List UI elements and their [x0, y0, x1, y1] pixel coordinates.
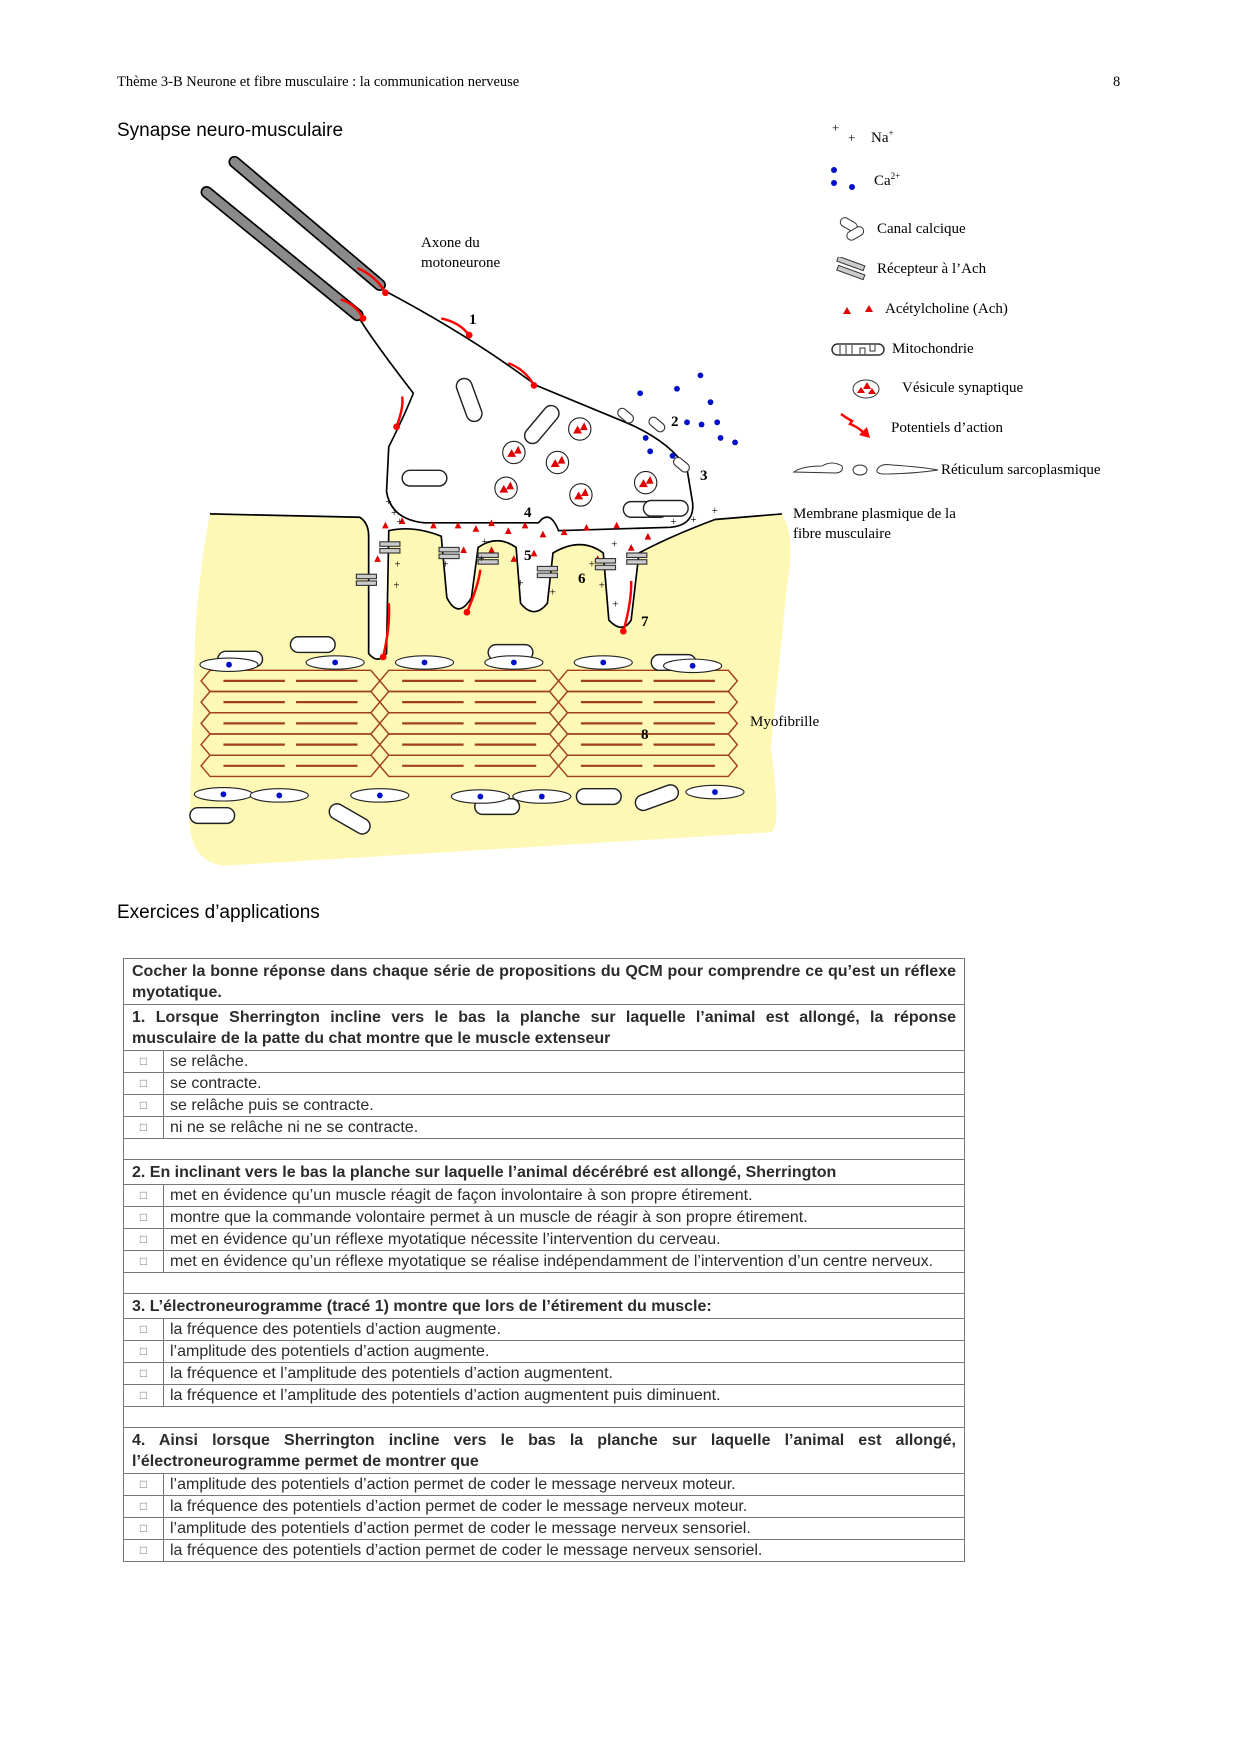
legend-canal: Canal calcique [877, 221, 966, 237]
calcium-ion [539, 794, 545, 800]
answer-checkbox[interactable]: □ [124, 1229, 164, 1251]
synaptic-vesicle-icon [852, 378, 882, 400]
ach-receptor [356, 574, 376, 578]
running-header: Thème 3-B Neurone et fibre musculaire : la communication nerveuse [117, 74, 520, 90]
acetylcholine [531, 550, 538, 557]
answer-option-text: ni ne se relâche ni ne se contracte. [164, 1117, 965, 1139]
calcium-ion [221, 791, 227, 797]
marker-2: 2 [671, 414, 679, 430]
calcium-ion [477, 794, 483, 800]
question-1: 1. Lorsque Sherrington incline vers le bas la planche sur laquelle l’animal est allongé, la réponse musculaire de la patte du chat montre que le muscle extenseur [124, 1005, 965, 1051]
answer-checkbox[interactable]: □ [124, 1251, 164, 1273]
answer-option-row [124, 1095, 965, 1117]
label-membrane-line2: fibre musculaire [793, 526, 891, 542]
synaptic-vesicle [569, 418, 591, 440]
mitochondria [576, 789, 621, 805]
sodium-ion: + [481, 536, 488, 549]
calcium-ion [712, 789, 718, 795]
question-2: 2. En inclinant vers le bas la planche sur laquelle l’animal décérébré est allongé, Sherrington [124, 1160, 965, 1185]
calcium-ion [511, 660, 517, 666]
mitochondria [190, 808, 235, 824]
answer-option-row [124, 1540, 965, 1562]
sodium-ion: + [478, 552, 485, 565]
qcm-table [123, 958, 965, 1562]
marker-4: 4 [524, 505, 532, 521]
answer-option-text: l’amplitude des potentiels d’action permet de coder le message nerveux sensoriel. [164, 1518, 965, 1540]
answer-option-text: la fréquence et l’amplitude des potentiels d’action augmentent. [164, 1363, 965, 1385]
calcium-ion [226, 662, 232, 668]
sodium-ion: + [598, 579, 606, 592]
answer-option-text: met en évidence qu’un réflexe myotatique nécessite l’intervention du cerveau. [164, 1229, 965, 1251]
action-potential-arrowhead [380, 654, 387, 661]
sodium-ion: + [390, 507, 398, 520]
answer-option-row [124, 1051, 965, 1073]
sodium-ion: + [611, 538, 618, 551]
spacer-row [124, 1407, 965, 1428]
answer-option-text: se relâche. [164, 1051, 965, 1073]
action-potential-icon [838, 411, 878, 441]
answer-checkbox[interactable]: □ [124, 1185, 164, 1207]
acetylcholine [628, 544, 635, 551]
sodium-ion: + [612, 598, 619, 611]
answer-checkbox[interactable]: □ [124, 1051, 164, 1073]
ach-receptor [537, 566, 557, 570]
legend-mito: Mitochondrie [892, 341, 974, 357]
answer-option-row [124, 1207, 965, 1229]
answer-option-text: la fréquence des potentiels d’action permet de coder le message nerveux moteur. [164, 1496, 965, 1518]
ach-receptor [356, 581, 376, 585]
legend-ach: Acétylcholine (Ach) [885, 301, 1008, 317]
answer-option-text: se contracte. [164, 1073, 965, 1095]
ach-receptor [595, 565, 615, 569]
calcium-ion [647, 448, 653, 454]
calcium-ion [718, 435, 724, 441]
answer-option-text: l’amplitude des potentiels d’action permet de coder le message nerveux moteur. [164, 1474, 965, 1496]
marker-8: 8 [641, 727, 649, 743]
acetylcholine [540, 531, 547, 538]
answer-option-row [124, 1474, 965, 1496]
answer-checkbox[interactable]: □ [124, 1073, 164, 1095]
synaptic-vesicle [546, 451, 568, 473]
calcium-ion [600, 660, 606, 666]
answer-option-row [124, 1496, 965, 1518]
ach-receptor [595, 559, 615, 563]
ach-receptor [439, 547, 459, 551]
calcium-channel [647, 415, 666, 433]
sodium-ion: + [588, 558, 596, 571]
answer-checkbox[interactable]: □ [124, 1385, 164, 1407]
calcium-ion [377, 793, 383, 799]
answer-option-row [124, 1319, 965, 1341]
sodium-ion: + [517, 577, 524, 590]
answer-checkbox[interactable]: □ [124, 1095, 164, 1117]
mitochondria [290, 637, 335, 653]
page-number: 8 [1113, 74, 1121, 90]
action-potential-arrowhead [620, 628, 627, 635]
calcium-ion [674, 386, 680, 392]
answer-option-row [124, 1385, 965, 1407]
answer-option-row [124, 1341, 965, 1363]
section-title-exercices: Exercices d’applications [117, 902, 320, 923]
sodium-ion: + [711, 504, 718, 517]
sarcoplasmic-reticulum-icon [792, 458, 940, 478]
acetylcholine-icon [840, 302, 880, 318]
answer-option-text: la fréquence et l’amplitude des potentiels d’action augmentent puis diminuent. [164, 1385, 965, 1407]
section-title-synapse: Synapse neuro-musculaire [117, 120, 344, 141]
calcium-ion [276, 793, 282, 799]
ach-receptor [537, 573, 557, 577]
sodium-ion: + [670, 516, 677, 529]
ach-receptor [380, 542, 400, 546]
answer-checkbox[interactable]: □ [124, 1117, 164, 1139]
sodium-ion: + [690, 513, 697, 526]
answer-checkbox[interactable]: □ [124, 1319, 164, 1341]
action-potential-arrowhead [393, 423, 400, 430]
spacer-row [124, 1139, 965, 1160]
answer-option-text: montre que la commande volontaire permet à un muscle de réagir à son propre étirement. [164, 1207, 965, 1229]
mitochondria [643, 500, 688, 516]
answer-option-text: la fréquence des potentiels d’action augmente. [164, 1319, 965, 1341]
marker-1: 1 [469, 312, 477, 328]
answer-option-row [124, 1251, 965, 1273]
synaptic-vesicle [635, 471, 657, 493]
legend-na: Na+ [871, 128, 894, 146]
answer-option-row [124, 1363, 965, 1385]
answer-checkbox[interactable]: □ [124, 1540, 164, 1562]
svg-text:+: + [832, 120, 840, 135]
sodium-ion: + [442, 558, 449, 571]
calcium-ion [684, 419, 690, 425]
calcium-ion [643, 435, 649, 441]
marker-7: 7 [641, 614, 649, 630]
ach-receptor-icon [835, 257, 869, 281]
acetylcholine [382, 522, 389, 529]
legend-recepteur: Récepteur à l’Ach [877, 261, 987, 277]
qcm-instruction: Cocher la bonne réponse dans chaque série de propositions du QCM pour comprendre ce qu’est un réflexe myotatique. [124, 959, 965, 1005]
answer-checkbox[interactable]: □ [124, 1518, 164, 1540]
action-potential-arrowhead [466, 332, 473, 339]
answer-option-row [124, 1518, 965, 1540]
ach-receptor [627, 553, 647, 557]
sodium-ion: + [393, 579, 400, 592]
marker-6: 6 [578, 571, 586, 587]
calcium-ion [698, 372, 704, 378]
label-axone-line2: motoneurone [421, 255, 501, 271]
action-potential-arrowhead [382, 289, 389, 296]
sodium-ion: + [396, 516, 403, 529]
question-4: 4. Ainsi lorsque Sherrington incline vers le bas la planche sur laquelle l’animal est allongé, l’électroneurogramme permet de montrer que [124, 1428, 965, 1474]
answer-checkbox[interactable]: □ [124, 1363, 164, 1385]
calcium-ion [422, 660, 428, 666]
acetylcholine [505, 527, 512, 534]
sodium-ion: + [385, 495, 392, 508]
action-potential-arrowhead [464, 609, 471, 616]
synaptic-vesicle [570, 484, 592, 506]
answer-option-text: la fréquence des potentiels d’action permet de coder le message nerveux sensoriel. [164, 1540, 965, 1562]
answer-checkbox[interactable]: □ [124, 1207, 164, 1229]
answer-option-row [124, 1073, 965, 1095]
calcium-channel-icon [838, 217, 868, 243]
answer-option-text: se relâche puis se contracte. [164, 1095, 965, 1117]
acetylcholine [473, 525, 480, 532]
ach-receptor [627, 560, 647, 564]
sodium-ion: + [549, 586, 556, 599]
calcium-ion [637, 390, 643, 396]
label-myofibrille: Myofibrille [750, 714, 820, 730]
calcium-ion [332, 660, 338, 666]
answer-checkbox[interactable]: □ [124, 1496, 164, 1518]
answer-option-row [124, 1229, 965, 1251]
action-potential-arrowhead [531, 382, 538, 389]
calcium-ion [670, 453, 676, 459]
calcium-ion [714, 419, 720, 425]
mitochondria-icon [830, 341, 888, 359]
acetylcholine [645, 533, 652, 540]
calcium-icon [828, 164, 868, 194]
answer-option-text: met en évidence qu’un réflexe myotatique se réalise indépendamment de l’intervention d’un centre nerveux. [164, 1251, 965, 1273]
marker-3: 3 [700, 468, 708, 484]
marker-5: 5 [524, 548, 532, 564]
spacer-row [124, 1273, 965, 1294]
answer-option-text: l’amplitude des potentiels d’action augmente. [164, 1341, 965, 1363]
legend-potentiels: Potentiels d’action [891, 420, 1004, 436]
calcium-ion [699, 422, 705, 428]
sodium-ion: + [394, 558, 401, 571]
question-3: 3. L’électroneurogramme (tracé 1) montre que lors de l’étirement du muscle: [124, 1294, 965, 1319]
calcium-ion [732, 439, 738, 445]
action-potential-arrowhead [360, 315, 367, 322]
label-axone-line1: Axone du [421, 235, 480, 251]
answer-option-row [124, 1117, 965, 1139]
acetylcholine [374, 555, 381, 562]
calcium-ion [708, 399, 714, 405]
label-membrane-line1: Membrane plasmique de la [793, 506, 956, 522]
legend-vesicule: Vésicule synaptique [902, 380, 1024, 396]
legend-reticulum: Réticulum sarcoplasmique [941, 462, 1101, 478]
answer-option-row [124, 1185, 965, 1207]
answer-option-text: met en évidence qu’un muscle réagit de façon involontaire à son propre étirement. [164, 1185, 965, 1207]
svg-text:+: + [848, 130, 856, 145]
legend-ca: $Ca^{2+}$ [874, 171, 901, 189]
acetylcholine [460, 546, 467, 553]
synaptic-vesicle [503, 441, 525, 463]
axon-terminal [357, 288, 692, 530]
answer-checkbox[interactable]: □ [124, 1341, 164, 1363]
mitochondria [402, 470, 447, 486]
answer-checkbox[interactable]: □ [124, 1474, 164, 1496]
synaptic-vesicle [495, 477, 517, 499]
ach-receptor [380, 549, 400, 553]
calcium-ion [690, 663, 696, 669]
